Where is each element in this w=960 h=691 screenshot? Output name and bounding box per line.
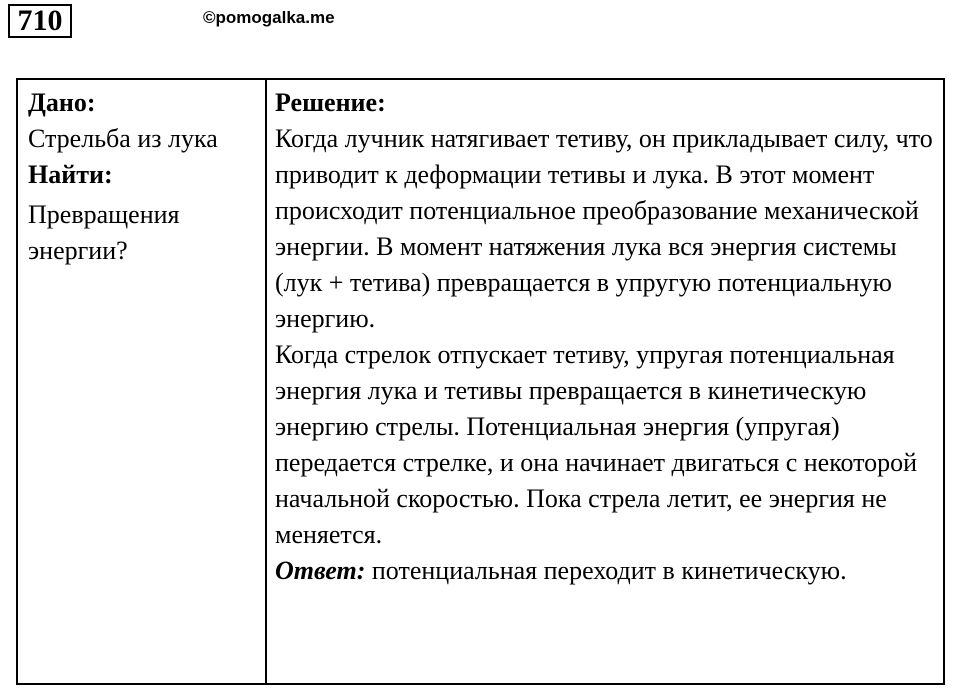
given-heading: Дано: [28, 88, 96, 117]
answer-text: потенциальная переходит в кинетическую. [371, 556, 847, 585]
solution-column [275, 85, 943, 589]
solution-paragraph-2: Когда стрелок отпускает тетиву, упругая потенциальная энергия лука и тетивы превращается в кинетическую энергию стрелы. Потенциальная энергия (упругая) передается стрелке, и она начинает двигаться с некоторой начальной скоростью. Пока стрела летит, ее энергия не меняется. [275, 340, 918, 549]
problem-number: 710 [8, 4, 72, 38]
solution-heading: Решение: [275, 88, 386, 117]
answer-line [275, 553, 943, 589]
answer-label: Ответ: [275, 556, 366, 585]
solution-paragraph-1: Когда лучник натягивает тетиву, он прикладывает силу, что приводит к деформации тетивы и лука. В этот момент происходит потенциальное преобразование механической энергии. В момент натяжения лука вся энергия системы (лук + тетива) превращается в упругую потенциальную энергию. [275, 124, 933, 333]
watermark: ©pomogalka.me [203, 8, 335, 27]
column-divider [265, 80, 267, 683]
find-heading: Найти: [28, 160, 113, 189]
solution-table [16, 78, 945, 685]
given-text: Стрельба из лука [28, 124, 218, 153]
find-text: Превращения энергии? [28, 200, 180, 265]
given-column [28, 85, 258, 269]
